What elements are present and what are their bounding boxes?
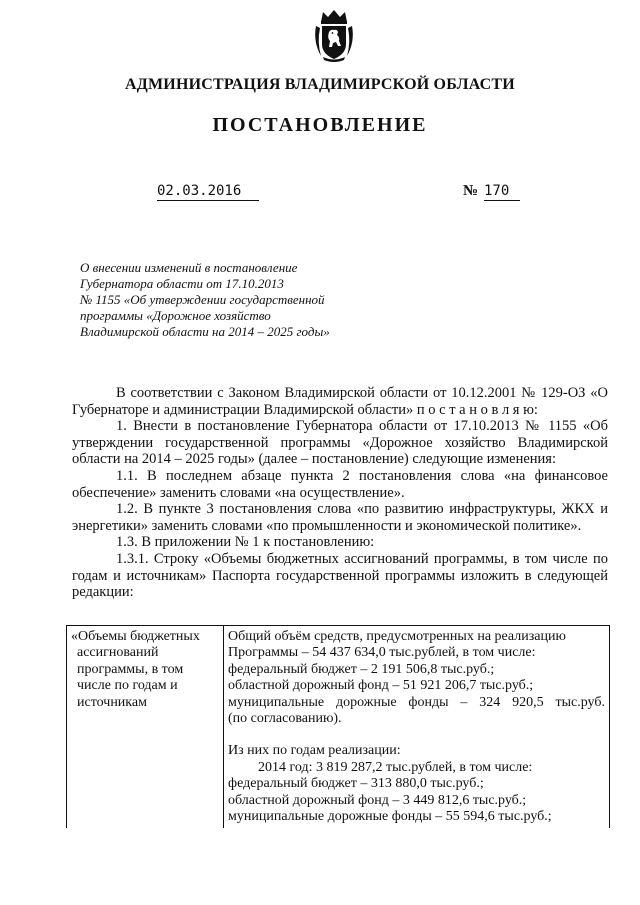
year-2014-federal: федеральный бюджет – 313 880,0 тыс.руб.; (228, 776, 484, 792)
subject-line: Губернатора области от 17.10.2013 (80, 276, 284, 291)
table-value-cell (224, 626, 610, 829)
subject-line: Владимирской области на 2014 – 2025 годы» (80, 324, 330, 339)
coat-of-arms-emblem-icon (313, 8, 355, 62)
value-line: (по согласованию). (228, 711, 342, 727)
label-line: программы, в том (77, 661, 184, 677)
label-line: ассигнований (77, 645, 159, 661)
document-body (72, 385, 608, 601)
value-line: муниципальные дорожные фонды – 324 920,5 тыс.руб. (228, 694, 605, 710)
value-line: Общий объём средств, предусмотренных на реализацию (228, 629, 566, 644)
document-date: 02.03.2016 (157, 183, 259, 201)
subject-line: О внесении изменений в постановление (80, 260, 298, 275)
years-heading: Из них по годам реализации: (228, 743, 401, 759)
document-number: 170 (484, 183, 520, 201)
budget-table (66, 625, 610, 828)
organization-title: АДМИНИСТРАЦИЯ ВЛАДИМИРСКОЙ ОБЛАСТИ (125, 76, 515, 93)
value-line: областной дорожный фонд – 51 921 206,7 тыс.руб.; (228, 678, 534, 694)
item-1-3-paragraph: 1.3. В приложении № 1 к постановлению: (116, 534, 375, 551)
value-line: федеральный бюджет – 2 191 506,8 тыс.руб.; (228, 661, 495, 677)
item-1-1-paragraph: 1.1. В последнем абзаце пункта 2 постановления слова «на финансовое обеспечение» заменить словами «на осуществление». (72, 467, 608, 501)
document-type: ПОСТАНОВЛЕНИЕ (212, 114, 428, 136)
label-line: «Объемы бюджетных (71, 629, 200, 644)
document-subject (80, 260, 380, 340)
item-1-paragraph: 1. Внести в постановление Губернатора области от 17.10.2013 № 1155 «Об утверждении государственной программы «Дорожное хозяйство Владимирской области на 2014 – 2025 годы» (далее – постановление) следующие изменения: (72, 418, 608, 468)
year-2014-municipal: муниципальные дорожные фонды – 55 594,6 тыс.руб.; (228, 809, 552, 825)
label-line: числе по годам и (77, 678, 178, 694)
item-1-2-paragraph: 1.2. В пункте 3 постановления слова «по развитию инфраструктуры, ЖКХ и энергетики» заменить словами «по промышленности и экономической политике». (72, 501, 608, 534)
table-row (67, 626, 610, 829)
year-2014-regional: областной дорожный фонд – 3 449 812,6 тыс.руб.; (228, 792, 527, 808)
subject-line: № 1155 «Об утверждении государственной (80, 292, 325, 307)
year-2014-total: 2014 год: 3 819 287,2 тыс.рублей, в том числе: (258, 759, 533, 775)
preamble-paragraph: В соответствии с Законом Владимирской области от 10.12.2001 № 129-ОЗ «О Губернаторе и администрации Владимирской области» п о с т а н о в л я ю: (72, 385, 608, 418)
label-line: источникам (77, 694, 147, 710)
table-label-cell (67, 626, 224, 829)
subject-line: программы «Дорожное хозяйство (80, 308, 271, 323)
number-label: № (463, 183, 479, 199)
item-1-3-1-paragraph: 1.3.1. Строку «Объемы бюджетных ассигнований программы, в том числе по годам и источникам» Паспорта государственной программы изложить в следующей редакции: (72, 550, 608, 601)
value-line: Программы – 54 437 634,0 тыс.рублей, в том числе: (228, 645, 536, 661)
